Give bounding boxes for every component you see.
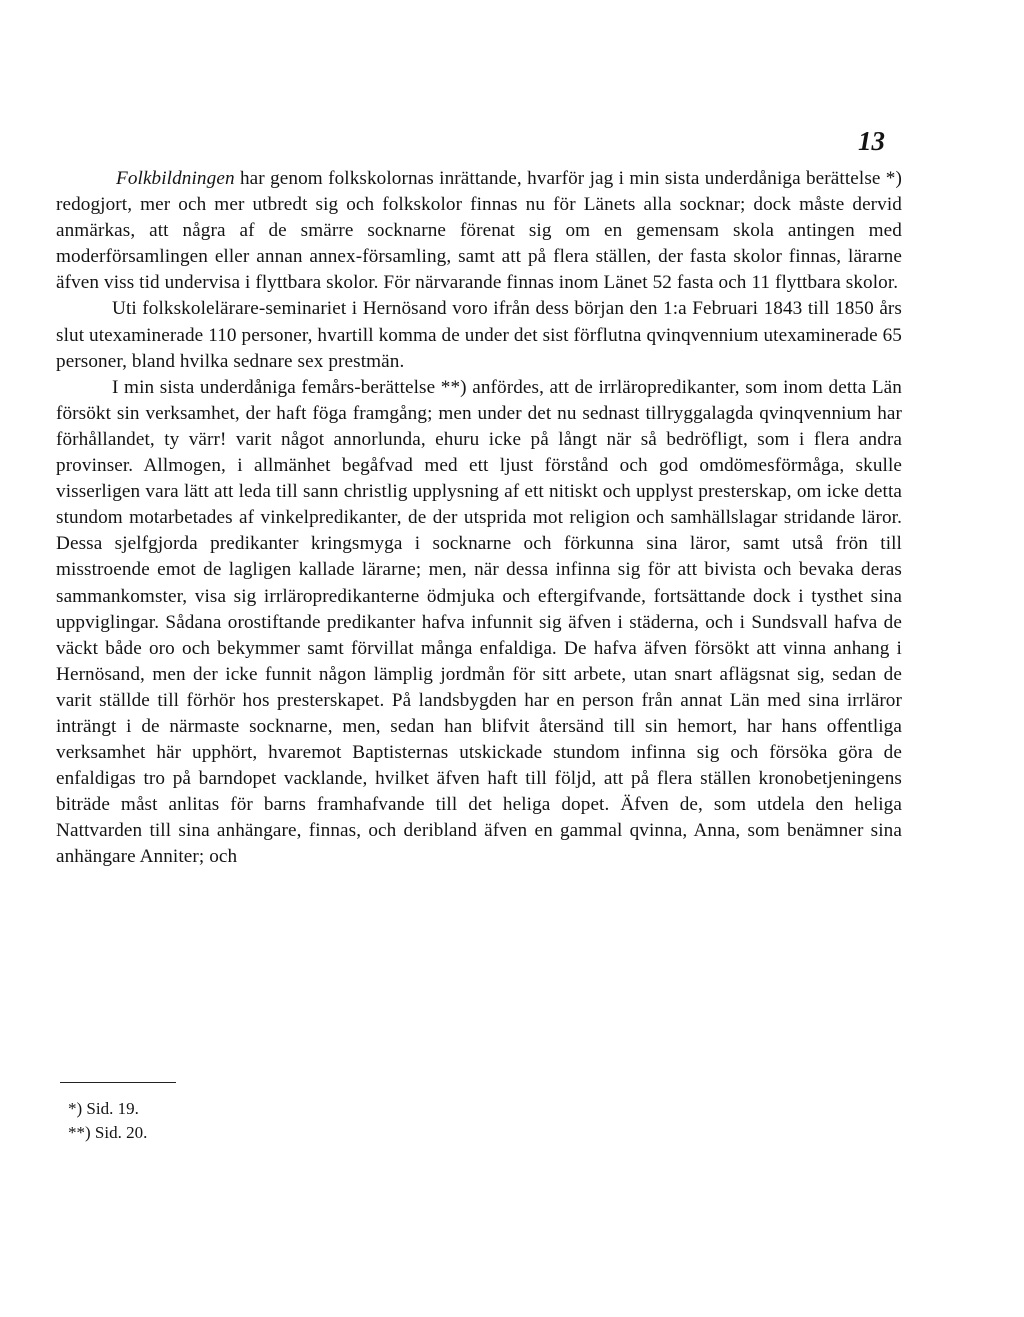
paragraph-text: Uti folkskolelärare-seminariet i Hernösand voro ifrån dess början den 1:a Februari 1843 till 1850 års slut utexaminerade 110 personer, hvartill komma de under det sist förflutna qvinqvennium utexaminerade 65 personer, bland hvilka sednare sex prestmän. [56,298,902,372]
paragraph-folkbildningen [56,166,902,296]
footnote-1: *) Sid. 19. [68,1099,139,1118]
paragraph-irrlaropredikanter [56,375,902,871]
paragraph-text: har genom folkskolornas inrättande, hvarför jag i min sista underdåniga berättelse *) redogjort, mer och mer utbredt sig och folkskolor finnas nu för Länets alla socknar; dock måste dervid anmärkas, att några af de smärre socknarne förenat sig om en gemensam skola antingen med moderförsamlingen eller annan annex-församling, samt att på flera ställen, der fasta skolor finnas, lärarne äfven viss tid undervisa i flyttbara skolor. För närvarande finnas inom Länet 52 fasta och 11 flyttbara skolor. [56,168,902,294]
paragraph-lead-word: Folkbildningen [116,168,235,189]
footnote-2: **) Sid. 20. [68,1123,148,1142]
body-text [56,166,902,871]
paragraph-text: I min sista underdåniga femårs-berättelse **) anfördes, att de irrläropredikanter, som inom detta Län försökt sin verksamhet, der haft föga framgång; men under det nu sednast tillryggalagda qvinqvennium har förhållandet, ty värr! varit något annorlunda, ehuru icke på långt när så bedröfligt, som i flera andra provinser. Allmogen, i allmänhet begåfvad med ett ljust förstånd och god omdömesförmåga, skulle visserligen vara lätt att leda till sann christlig upplysning af ett nitiskt och upplyst presterskap, om icke detta stundom motarbetades af vinkelpredikanter, de der utsprida mot religion och samhällslagar stridande läror. Dessa sjelfgjorda predikanter kringsmyga i socknarne och förkunna sina läror, samt utså frön till misstroende emot de lagligen kallade lärarne; men, när dessa infinna sig för att bivista och bevaka deras sammankomster, visa sig irrläropredikanterne ödmjuka och eftergifvande, fortsättande dock i tysthet sina uppviglingar. Sådana orostiftande predikanter hafva infunnit sig äfven i städerna, och i Sundsvall hafva de väckt både oro och bekymmer samt förvillat många enfaldiga. De hafva äfven försökt att vinna anhang i Hernösand, men der icke funnit någon lämplig jordmån för sitt arbete, utan snart aflägsnat sig, sedan de varit ställde till förhör hos presterskapet. På landsbygden har en person från annat Län med sina irrläror inträngt i de närmaste socknarne, men, sedan han blifvit återsänd till sin hemort, har hans offentliga verksamhet här upphört, hvaremot Baptisternas utskickade stundom infinna sig och försöka göra de enfaldigas tro på barndopet vacklande, hvilket äfven haft till följd, att på flera ställen kronobetjeningens biträde måst anlitas för barns framhafvande till det heliga dopet. Äfven de, som utdela den heliga Nattvarden till sina anhängare, finnas, och deribland äfven en gammal qvinna, Anna, som benämner sina anhängare Anniter; och [56,376,902,868]
paragraph-seminariet [56,296,902,374]
page-number: 13 [858,126,885,156]
footnote-divider [60,1082,176,1083]
footnotes [68,1097,147,1145]
